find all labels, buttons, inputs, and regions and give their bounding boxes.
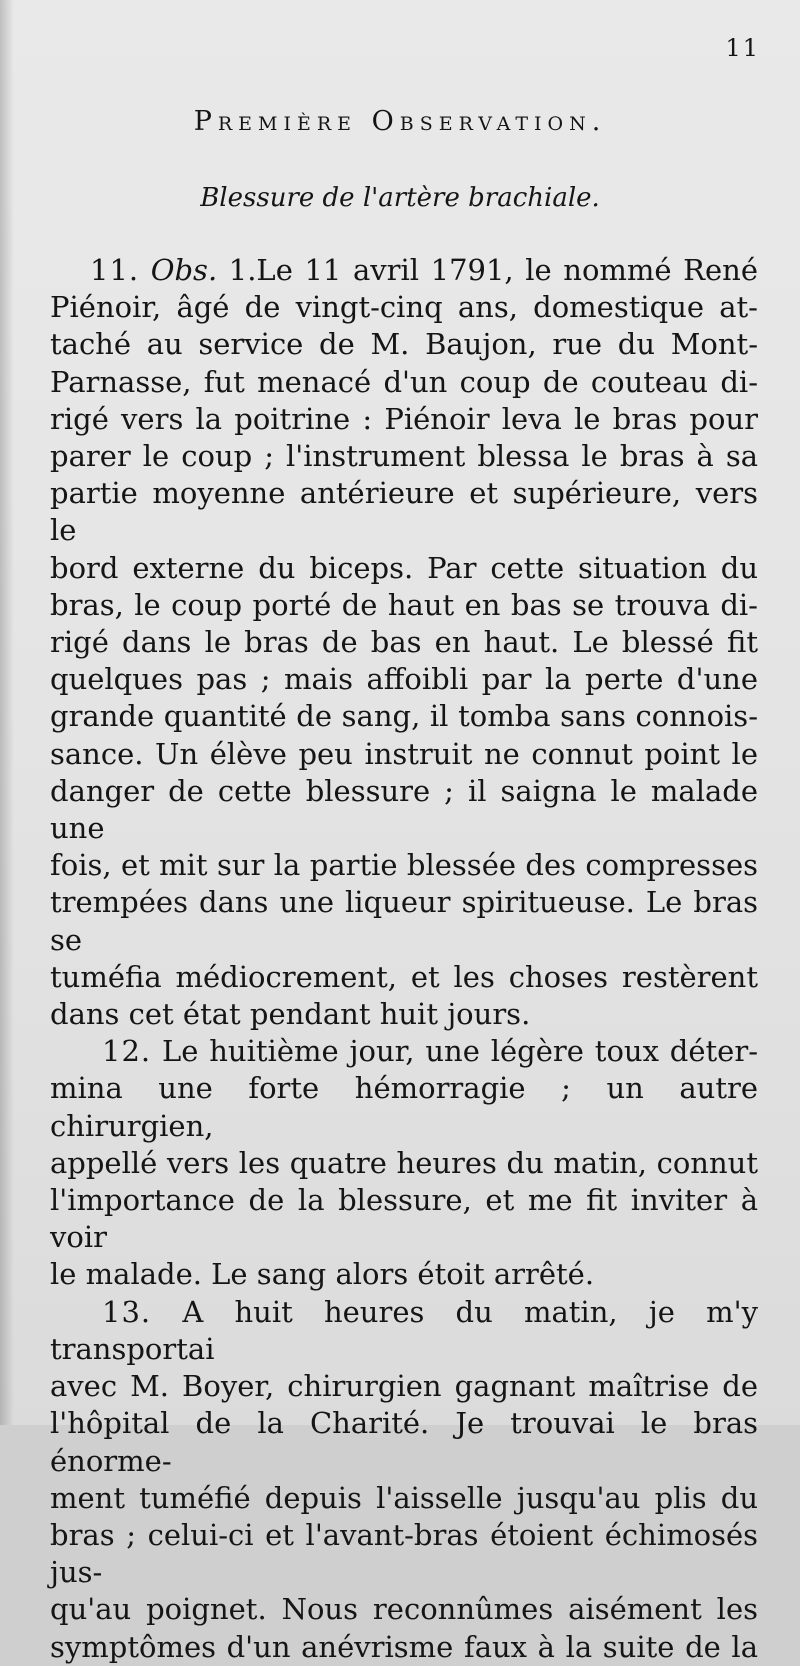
text-line: 1.Le 11 avril 1791, le nommé René (228, 253, 758, 287)
text-line: Le huitième jour, une légère toux déter- (161, 1034, 758, 1069)
text-line: Parnasse, fut menacé d'un coup de couteau di- (50, 364, 758, 399)
paragraph-number: 11. (90, 253, 140, 287)
obs-label: Obs. (150, 253, 218, 287)
text-line: symptômes d'un anévrisme faux à la suite de la (50, 1629, 758, 1664)
text-line: bras, le coup porté de haut en bas se trouva di- (50, 587, 758, 622)
page-number: 11 (725, 34, 760, 62)
text-line: tuméfia médiocrement, et les choses restèrent (50, 959, 758, 994)
text-line: parer le coup ; l'instrument blessa le bras à sa (50, 439, 758, 474)
text-line: taché au service de M. Baujon, rue du Mont- (50, 327, 758, 362)
text-line: quelques pas ; mais affoibli par la perte d'une (50, 662, 758, 697)
paragraph-11-line-1 (50, 252, 758, 289)
paragraph-13-line-1 (50, 1294, 758, 1368)
observation-subheading: Blessure de l'artère brachiale. (200, 183, 600, 213)
text-line: Piénoir, âgé de vingt-cinq ans, domestique at- (50, 290, 758, 325)
text-line: grande quantité de sang, il tomba sans connois- (50, 699, 758, 734)
observation-heading: Première Observation. (193, 106, 607, 137)
text-line: partie moyenne antérieure et supérieure, vers le (50, 476, 758, 548)
text-line: sance. Un élève peu instruit ne connut point le (50, 736, 758, 771)
body-text (50, 252, 758, 1666)
text-line: fois, et mit sur la partie blessée des compresses (50, 848, 758, 883)
text-line: rigé vers la poitrine : Piénoir leva le bras pour (50, 401, 758, 436)
text-line: danger de cette blessure ; il saigna le malade une (50, 773, 758, 846)
text-line: trempées dans une liqueur spiritueuse. Le bras se (50, 885, 758, 957)
text-line: qu'au poignet. Nous reconnûmes aisément les (50, 1592, 758, 1627)
text-line: l'hôpital de la Charité. Je trouvai le bras énorme- (50, 1406, 758, 1478)
text-line: avec M. Boyer, chirurgien gagnant maîtrise de (50, 1369, 758, 1404)
paragraph-number: 13. (102, 1294, 152, 1329)
text-line: ment tuméfié depuis l'aisselle jusqu'au plis du (50, 1480, 758, 1515)
text-line: le malade. Le sang alors étoit arrêté. (50, 1257, 595, 1292)
text-line: l'importance de la blessure, et me fit inviter à voir (50, 1183, 758, 1255)
paragraph-12-line-1 (50, 1033, 758, 1070)
text-line: bord externe du biceps. Par cette situation du (50, 550, 758, 585)
text-line: bras ; celui-ci et l'avant-bras étoient échimosés jus- (50, 1517, 758, 1590)
text-line: dans cet état pendant huit jours. (50, 997, 531, 1032)
text-line: mina une forte hémorragie ; un autre chirurgien, (50, 1071, 758, 1143)
paragraph-number: 12. (102, 1034, 152, 1069)
text-line: appellé vers les quatre heures du matin, connut (50, 1145, 758, 1180)
text-line: rigé dans le bras de bas en haut. Le blessé fit (50, 625, 758, 660)
text-line: A huit heures du matin, je m'y transportai (50, 1294, 759, 1366)
